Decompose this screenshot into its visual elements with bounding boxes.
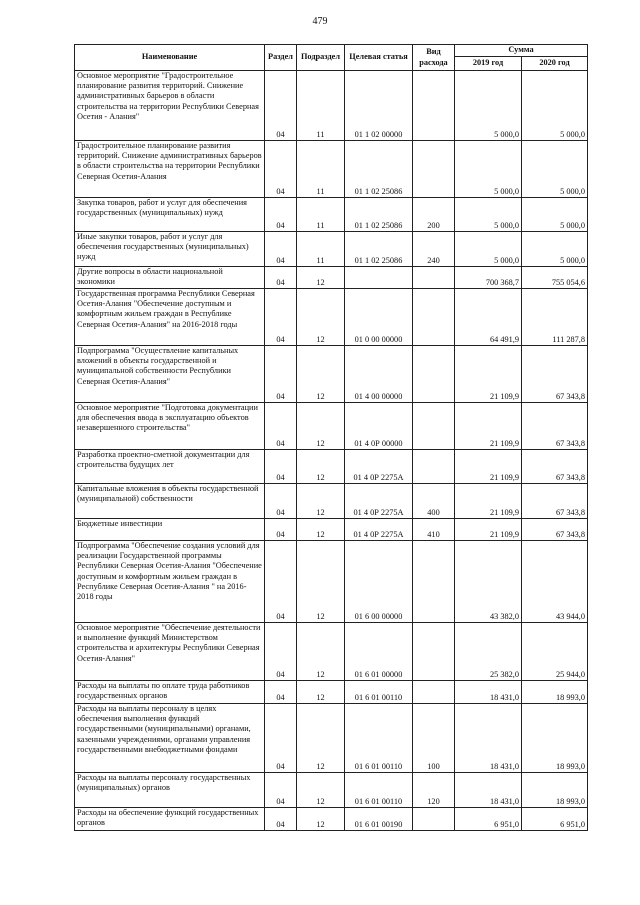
table-body — [75, 71, 588, 831]
row-expense-type — [413, 346, 455, 403]
row-subsection: 12 — [297, 289, 345, 346]
row-section: 04 — [265, 346, 297, 403]
row-name: Капитальные вложения в объекты государственной (муниципальной) собственности — [75, 484, 265, 519]
row-subsection: 11 — [297, 232, 345, 267]
table-row — [75, 71, 588, 141]
row-sum-2019: 43 382,0 — [455, 541, 522, 623]
page-number: 479 — [312, 16, 328, 27]
row-section: 04 — [265, 71, 297, 141]
row-section: 04 — [265, 232, 297, 267]
row-sum-2019: 5 000,0 — [455, 71, 522, 141]
row-sum-2019: 18 431,0 — [455, 681, 522, 704]
row-sum-2020: 18 993,0 — [522, 681, 588, 704]
row-expense-type — [413, 141, 455, 198]
row-sum-2020: 18 993,0 — [522, 773, 588, 808]
row-sum-2020: 6 951,0 — [522, 808, 588, 831]
row-name: Иные закупки товаров, работ и услуг для обеспечения государственных (муниципальных) нужд — [75, 232, 265, 267]
row-sum-2019: 700 368,7 — [455, 267, 522, 289]
row-section: 04 — [265, 450, 297, 484]
table-row — [75, 403, 588, 450]
row-name: Градостроительное планирование развития территорий. Снижение административных барьеров в области строительства на территории Республики Северная Осетия-Алания — [75, 141, 265, 198]
table-row — [75, 289, 588, 346]
row-expense-type: 410 — [413, 519, 455, 541]
header-section: Раздел — [265, 45, 297, 71]
row-expense-type: 400 — [413, 484, 455, 519]
row-expense-type — [413, 681, 455, 704]
row-target: 01 4 0Р 2275А — [345, 450, 413, 484]
row-name: Основное мероприятие "Подготовка документации для обеспечения ввода в эксплуатацию объектов незавершенного строительства" — [75, 403, 265, 450]
row-expense-type — [413, 267, 455, 289]
row-sum-2019: 21 109,9 — [455, 484, 522, 519]
row-subsection: 12 — [297, 704, 345, 773]
row-section: 04 — [265, 403, 297, 450]
header-target: Целевая статья — [345, 45, 413, 71]
row-section: 04 — [265, 484, 297, 519]
row-sum-2019: 25 382,0 — [455, 623, 522, 681]
row-target: 01 1 02 25086 — [345, 232, 413, 267]
table-row — [75, 519, 588, 541]
row-sum-2019: 21 109,9 — [455, 519, 522, 541]
row-section: 04 — [265, 541, 297, 623]
row-target: 01 4 00 00000 — [345, 346, 413, 403]
row-expense-type: 200 — [413, 198, 455, 232]
table-row — [75, 141, 588, 198]
row-section: 04 — [265, 198, 297, 232]
row-sum-2020: 5 000,0 — [522, 198, 588, 232]
row-sum-2020: 5 000,0 — [522, 232, 588, 267]
row-name: Расходы на обеспечение функций государственных органов — [75, 808, 265, 831]
row-sum-2020: 67 343,8 — [522, 519, 588, 541]
row-target: 01 4 0Р 2275А — [345, 484, 413, 519]
row-sum-2019: 6 951,0 — [455, 808, 522, 831]
row-sum-2020: 5 000,0 — [522, 141, 588, 198]
row-name: Подпрограмма "Осуществление капитальных вложений в объекты государственной и муниципальной собственности Республики Северная Осетия-Алания" — [75, 346, 265, 403]
row-sum-2020: 18 993,0 — [522, 704, 588, 773]
header-sum: Сумма — [455, 45, 588, 57]
row-target: 01 0 00 00000 — [345, 289, 413, 346]
table-row — [75, 541, 588, 623]
table-row — [75, 232, 588, 267]
row-sum-2020: 5 000,0 — [522, 71, 588, 141]
row-name: Расходы на выплаты персоналу государственных (муниципальных) органов — [75, 773, 265, 808]
row-name: Другие вопросы в области национальной экономики — [75, 267, 265, 289]
row-section: 04 — [265, 519, 297, 541]
row-name: Основное мероприятие "Обеспечение деятельности и выполнение функций Министерством строительства и архитектуры Республики Северная Осетия-Алания" — [75, 623, 265, 681]
row-subsection: 12 — [297, 808, 345, 831]
row-section: 04 — [265, 623, 297, 681]
header-expense-type: Вид расхода — [413, 45, 455, 71]
row-target: 01 1 02 00000 — [345, 71, 413, 141]
row-target: 01 6 01 00000 — [345, 623, 413, 681]
row-section: 04 — [265, 773, 297, 808]
table-row — [75, 773, 588, 808]
row-expense-type: 100 — [413, 704, 455, 773]
row-sum-2019: 21 109,9 — [455, 403, 522, 450]
row-subsection: 12 — [297, 519, 345, 541]
row-subsection: 12 — [297, 450, 345, 484]
row-subsection: 12 — [297, 346, 345, 403]
row-subsection: 12 — [297, 541, 345, 623]
table-row — [75, 346, 588, 403]
row-sum-2019: 5 000,0 — [455, 198, 522, 232]
header-year-2019: 2019 год — [455, 57, 522, 71]
row-expense-type — [413, 289, 455, 346]
row-target: 01 4 0Р 00000 — [345, 403, 413, 450]
row-section: 04 — [265, 681, 297, 704]
row-sum-2019: 18 431,0 — [455, 704, 522, 773]
row-subsection: 12 — [297, 267, 345, 289]
row-expense-type: 120 — [413, 773, 455, 808]
row-sum-2020: 67 343,8 — [522, 450, 588, 484]
row-subsection: 11 — [297, 141, 345, 198]
row-target: 01 6 00 00000 — [345, 541, 413, 623]
row-sum-2019: 21 109,9 — [455, 450, 522, 484]
row-subsection: 12 — [297, 773, 345, 808]
row-expense-type — [413, 541, 455, 623]
row-expense-type — [413, 71, 455, 141]
row-sum-2019: 21 109,9 — [455, 346, 522, 403]
row-expense-type — [413, 403, 455, 450]
header-name: Наименование — [75, 45, 265, 71]
row-target: 01 4 0Р 2275А — [345, 519, 413, 541]
table-row — [75, 623, 588, 681]
table-row — [75, 267, 588, 289]
table-row — [75, 704, 588, 773]
row-sum-2020: 755 054,6 — [522, 267, 588, 289]
header-subsection: Подраздел — [297, 45, 345, 71]
row-subsection: 12 — [297, 681, 345, 704]
row-subsection: 11 — [297, 71, 345, 141]
row-sum-2020: 43 944,0 — [522, 541, 588, 623]
row-subsection: 12 — [297, 484, 345, 519]
row-expense-type — [413, 450, 455, 484]
table-row — [75, 681, 588, 704]
row-expense-type: 240 — [413, 232, 455, 267]
row-sum-2020: 67 343,8 — [522, 403, 588, 450]
row-section: 04 — [265, 808, 297, 831]
row-name: Государственная программа Республики Северная Осетия-Алания "Обеспечение доступным и комфортным жильем граждан в Республике Северная Осетия-Алания" на 2016-2018 годы — [75, 289, 265, 346]
row-target — [345, 267, 413, 289]
row-target: 01 1 02 25086 — [345, 141, 413, 198]
row-sum-2019: 5 000,0 — [455, 232, 522, 267]
row-name: Подпрограмма "Обеспечение создания условий для реализации Государственной программы Республики Северная Осетия-Алания "Обеспечение доступным и комфортным жильем граждан в Республике Северная Осетия-Алания " на 2016-2018 годы — [75, 541, 265, 623]
row-name: Бюджетные инвестиции — [75, 519, 265, 541]
header-year-2020: 2020 год — [522, 57, 588, 71]
row-expense-type — [413, 623, 455, 681]
row-sum-2019: 64 491,9 — [455, 289, 522, 346]
row-sum-2020: 25 944,0 — [522, 623, 588, 681]
row-sum-2020: 67 343,8 — [522, 346, 588, 403]
row-name: Расходы на выплаты персоналу в целях обеспечения выполнения функций государственными (муниципальными) органами, казенными учреждениями, органами управления государственными внебюджетными фондами — [75, 704, 265, 773]
row-section: 04 — [265, 141, 297, 198]
row-target: 01 1 02 25086 — [345, 198, 413, 232]
row-name: Расходы на выплаты по оплате труда работников государственных органов — [75, 681, 265, 704]
table-row — [75, 808, 588, 831]
table-row — [75, 450, 588, 484]
row-sum-2019: 5 000,0 — [455, 141, 522, 198]
row-section: 04 — [265, 267, 297, 289]
table-row — [75, 198, 588, 232]
row-target: 01 6 01 00110 — [345, 704, 413, 773]
row-sum-2020: 111 287,8 — [522, 289, 588, 346]
row-section: 04 — [265, 289, 297, 346]
row-name: Разработка проектно-сметной документации для строительства будущих лет — [75, 450, 265, 484]
row-subsection: 11 — [297, 198, 345, 232]
row-sum-2020: 67 343,8 — [522, 484, 588, 519]
budget-table — [74, 44, 588, 831]
row-name: Основное мероприятие "Градостроительное планирование развития территорий. Снижение административных барьеров в области строительства на территории Республики Северная Осетия - Алания" — [75, 71, 265, 141]
row-subsection: 12 — [297, 403, 345, 450]
row-target: 01 6 01 00110 — [345, 681, 413, 704]
row-subsection: 12 — [297, 623, 345, 681]
row-target: 01 6 01 00190 — [345, 808, 413, 831]
row-name: Закупка товаров, работ и услуг для обеспечения государственных (муниципальных) нужд — [75, 198, 265, 232]
row-section: 04 — [265, 704, 297, 773]
row-target: 01 6 01 00110 — [345, 773, 413, 808]
row-expense-type — [413, 808, 455, 831]
row-sum-2019: 18 431,0 — [455, 773, 522, 808]
table-row — [75, 484, 588, 519]
